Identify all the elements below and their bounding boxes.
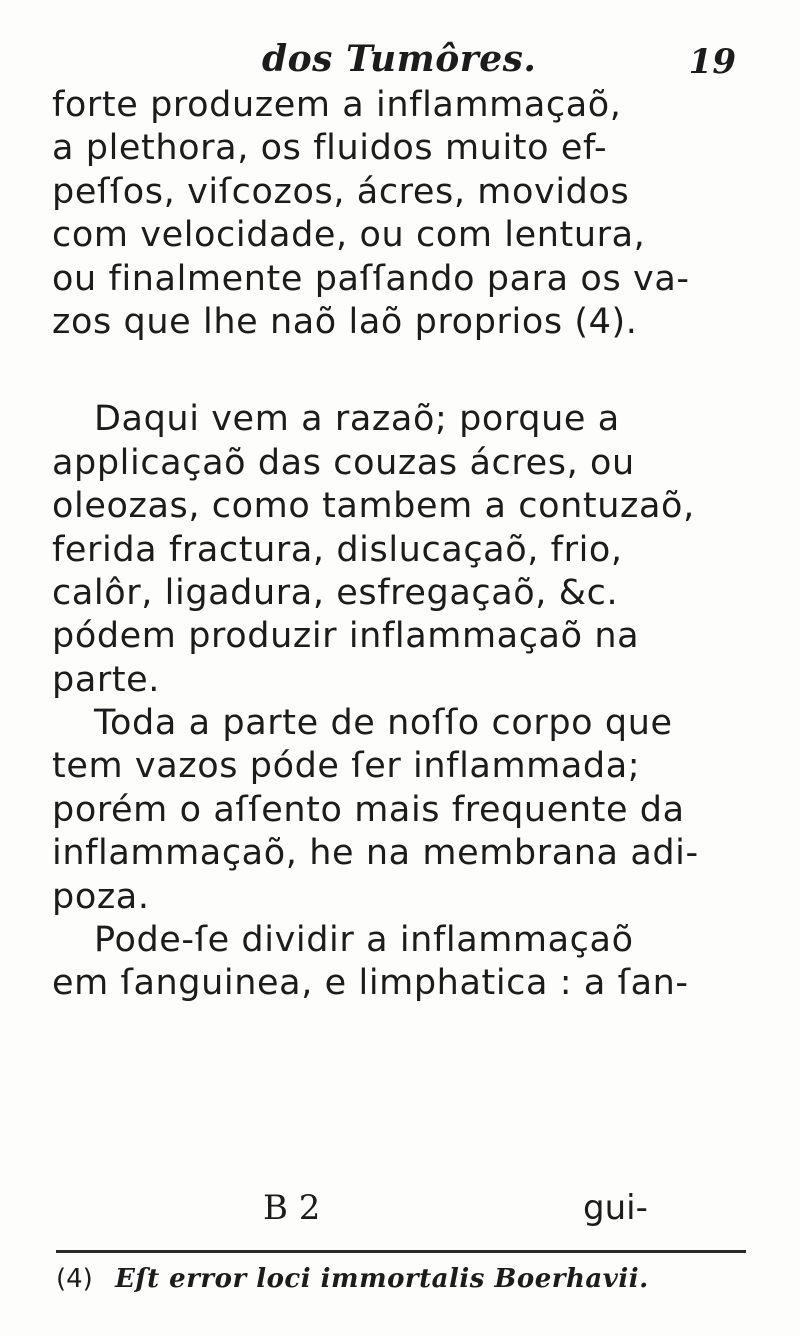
footnote-number: (4) <box>56 1264 93 1294</box>
footnote <box>56 1264 649 1294</box>
text-line: parte. <box>52 659 161 700</box>
running-title: dos Tumôres. <box>262 38 537 80</box>
text-line: applicaçaõ das couzas ácres, ou <box>52 442 635 483</box>
text-line: pódem produzir inflammaçaõ na <box>52 616 640 657</box>
text-line: Daqui vem a razaõ; porque a <box>94 399 620 440</box>
footnote-divider <box>56 1250 746 1253</box>
text-line: zos que lhe naõ laõ proprios (4). <box>52 301 638 342</box>
text-line: inflammaçaõ, he na membrana adi- <box>52 833 699 874</box>
text-line: a plethora, os fluidos muito ef- <box>52 128 608 169</box>
page-header <box>56 38 746 88</box>
paragraph <box>52 84 772 344</box>
signature-mark: B 2 <box>263 1188 321 1228</box>
text-line: porém o aſſento mais frequente da <box>52 789 685 830</box>
paragraph-spacer <box>52 344 772 398</box>
text-line: tem vazos póde ſer inflammada; <box>52 746 641 787</box>
text-line: Toda a parte de noſſo corpo que <box>94 703 673 744</box>
text-line: forte produzem a inflammaçaõ, <box>52 85 622 125</box>
paragraph <box>52 398 772 702</box>
text-line: oleozas, como tambem a contuzaõ, <box>52 486 695 527</box>
paragraph <box>52 702 772 919</box>
text-line: ferida fractura, dislucaçaõ, frio, <box>52 529 623 570</box>
text-line: Pode-ſe dividir a inflammaçaõ <box>94 920 634 961</box>
catchword: gui- <box>583 1188 648 1228</box>
footnote-text: Eſt error loci immortalis Boerhavii. <box>115 1264 649 1294</box>
body-text <box>52 84 772 1006</box>
catchline <box>0 1188 800 1232</box>
text-line: com velocidade, ou com lentura, <box>52 215 646 256</box>
text-line: peſſos, viſcozos, ácres, movidos <box>52 171 630 212</box>
text-line: em ſanguinea, e limphatica : a ſan- <box>52 963 689 1004</box>
text-line: ou finalmente paſſando para os va- <box>52 258 690 299</box>
page-number: 19 <box>688 42 736 82</box>
text-line: calôr, ligadura, esfregaçaõ, &c. <box>52 572 619 613</box>
paragraph <box>52 919 772 1006</box>
text-line: poza. <box>52 876 150 917</box>
